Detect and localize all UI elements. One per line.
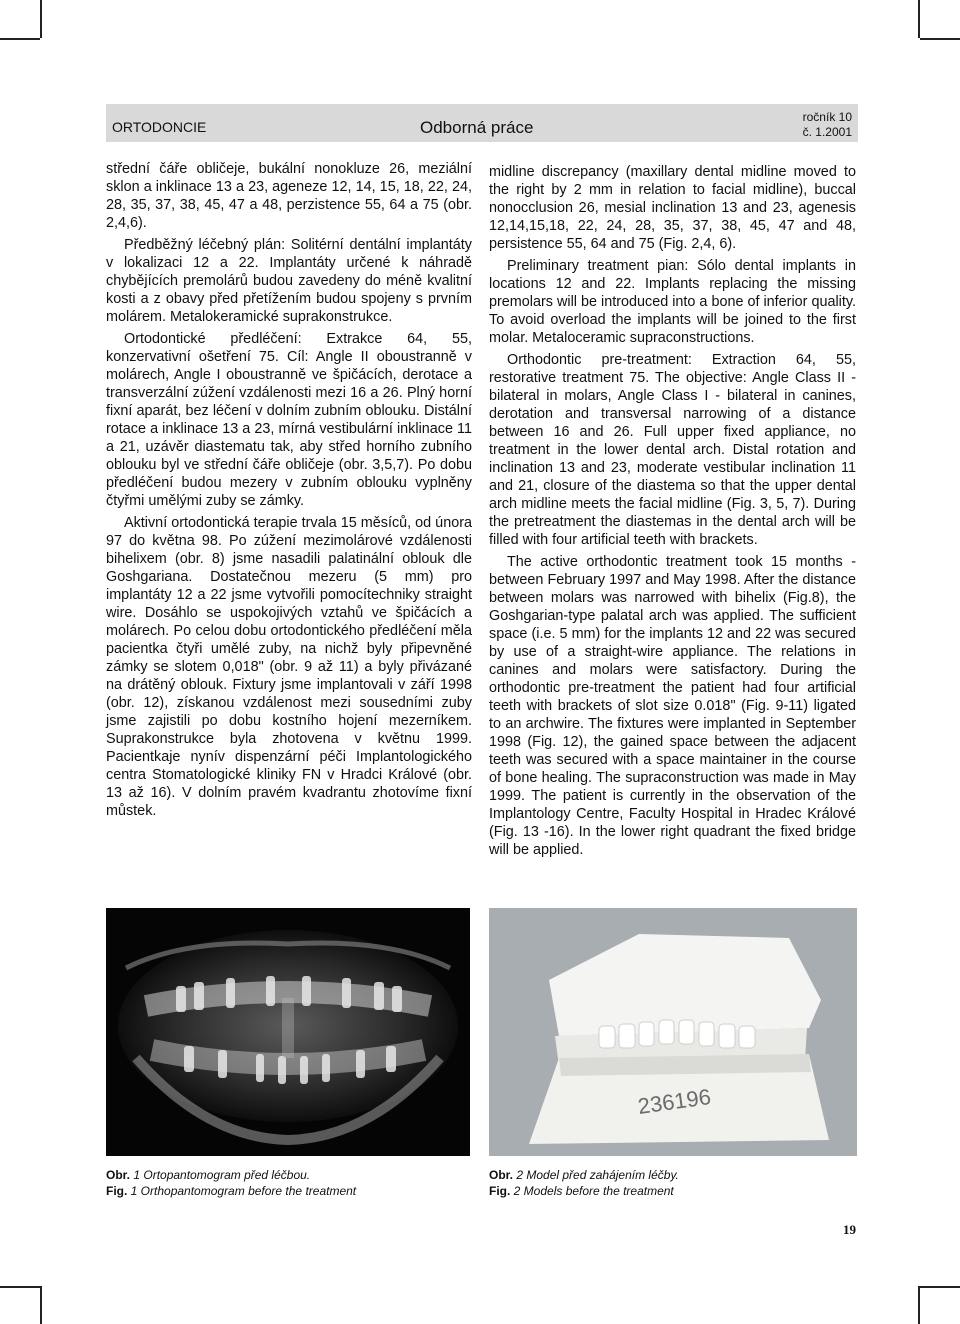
crop-mark-top-left-h: [0, 38, 40, 40]
czech-text-column: [106, 160, 472, 824]
crop-mark-top-right: [918, 0, 920, 38]
running-header: [106, 104, 858, 142]
caption-label: Obr.: [106, 1168, 131, 1182]
plaster-cast-illustration: [489, 908, 857, 1156]
volume-issue: [803, 110, 852, 140]
paragraph: midline discrepancy (maxillary dental midline moved to the right by 2 mm in relation to facial midline), buccal nonocclusion 26, mesial inclination 13 and 23, agenesis 12,14,15,18, 22, 24, 28, 35, 37, 38, 45, 47 and 48, persistence 55, 64 and 75 (Fig. 2,4, 6).: [489, 164, 856, 252]
figure-1-caption: [106, 1167, 470, 1199]
caption-label: Obr.: [489, 1168, 514, 1182]
crop-mark-top-right-h: [920, 38, 960, 40]
crop-mark-bottom-right: [918, 1286, 920, 1324]
caption-text: 2 Model před zahájením léčby.: [516, 1168, 679, 1182]
paragraph: The active orthodontic treatment took 15 months - between February 1997 and May 1998. After the distance between molars was narrowed with bihelix (Fig.8), the Goshgarian-type palatal arch was applied. The sufficient space (i.e. 5 mm) for the implants 12 and 22 was secured by use of a straight-wire appliance. The relations in canines and molars were satisfactory. During the orthodontic pre-treatment the patient had four artificial teeth with brackets of slot size 0.018" (Fig. 9-11) ligated to an archwire. The fixtures were implanted in September 1998 (Fig. 12), the gained space between the adjacent teeth was secured with a space maintainer in the course of bone healing. The supraconstruction was made in May 1999. The patient is currently in the observation of the Implantology Centre, Faculty Hospital in Hradec Králové (Fig. 13 -16). In the lower right quadrant the fixed bridge will be applied.: [489, 554, 856, 858]
cast-number: 236196: [636, 1083, 713, 1119]
caption-label: Fig.: [489, 1184, 511, 1198]
caption-text: 1 Orthopantomogram before the treatment: [130, 1184, 357, 1198]
paragraph: Orthodontic pre-treatment: Extraction 64, 55, restorative treatment 75. The objective: Angle Class II - bilateral in molars, Angle Class I - bilateral in canines, derotation and transversal narrowing of a distance between 16 and 26. Full upper fixed appliance, no treatment in the lower dental arch. Distal rotation and inclination 13 and 23, moderate vestibular inclination 11 and 21, closure of the diastema so that the upper dental arch midline meets the facial midline (Fig. 3, 5, 7). During the pretreatment the diastemas in the dental arch will be filled with four artificial teeth with brackets.: [489, 352, 856, 548]
paragraph: střední čáře obličeje, bukální nonokluze 26, meziální sklon a inklinace 13 a 23, ageneze 12, 14, 15, 18, 22, 24, 28, 35, 37, 38, 45, 47 a 48, perzistence 55, 64 a 75 (obr. 2,4,6).: [106, 161, 472, 231]
xray-illustration: [106, 908, 470, 1156]
caption-text: 2 Models before the treatment: [513, 1184, 674, 1198]
article-type: Odborná práce: [420, 118, 534, 137]
paragraph: Předběžný léčebný plán: Solitérní dentální implantáty v lokalizaci 12 a 22. Implantáty určené k náhradě chybějících premolárů budou zavedeny do méně kvalitní kosti a z obavy před přetížením budou spojeny s prvním molárem. Metalokeramické suprakonstrukce.: [106, 237, 472, 325]
crop-mark-bottom-left-h: [0, 1286, 40, 1288]
english-text-column: [489, 163, 856, 863]
crop-mark-top-left: [40, 0, 42, 38]
caption-label: Fig.: [106, 1184, 128, 1198]
dental-models-photo: [489, 908, 857, 1156]
figure-2-caption: [489, 1167, 857, 1199]
crop-mark-bottom-left: [40, 1286, 42, 1324]
paragraph: Preliminary treatment pian: Sólo dental implants in locations 12 and 22. Implants replacing the missing premolars will be introduced into a bone of inferior quality. To avoid overload the implants will be joined to the first molar. Metaloceramic supraconstructions.: [489, 258, 856, 346]
paragraph: Ortodontické předléčení: Extrakce 64, 55, konzervativní ošetření 75. Cíl: Angle II oboustranně v molárech, Angle I oboustranně ve špičácích, derotace a transverzální zúžení vzdálenosti mezi 16 a 26. Plný horní fixní aparát, bez léčení v dolním zubním oblouku. Distální rotace a inklinace 13 a 23, mírná vestibulární inklinace 11 a 21, uzávěr diastematu tak, aby střed horního zubního oblouku byl ve střední čáře obličeje (obr. 3,5,7). Po dobu předléčení budou mezery v zubním oblouku vyplněny čtyřmi umělými zuby se zámky.: [106, 331, 472, 509]
issue-label: č. 1.2001: [802, 125, 852, 139]
crop-mark-bottom-right-h: [920, 1286, 960, 1288]
caption-text: 1 Ortopantomogram před léčbou.: [133, 1168, 311, 1182]
paragraph: Aktivní ortodontická terapie trvala 15 měsíců, od února 97 do května 98. Po zúžení mezimolárové vzdálenosti bihelixem (obr. 8) jsme nasadili palatinální oblouk dle Goshgariana. Dostatečnou mezeru (5 mm) pro implantáty 12 a 22 jsme vytvořili pomocítechniky straight wire. Dosáhlo se uspokojivých vztahů ve špičácích a molárech. Po celou dobu ortodontického předléčení měla pacientka čtyři umělé zuby, na nichž byly připevněné zámky se slotem 0,018" (obr. 9 až 11) a byly přivázané na drátěný oblouk. Fixtury jsme implantovali v září 1998 (obr. 12), získanou vzdálenost mezi sousedními zuby jsme zajistili po dobu kostního hojení mezerníkem. Suprakonstrukce byla zhotovena v květnu 1999. Pacientkaje nynív dispenzární péči Implantologického centra Stomatologické kliniky FN v Hradci Králové (obr. 13 až 16). V dolním pravém kvadrantu zhotovíme fixní můstek.: [106, 515, 472, 819]
orthopantomogram-image: [106, 908, 470, 1156]
volume-label: ročník 10: [802, 110, 852, 124]
page-number: 19: [843, 1222, 856, 1237]
journal-section: ORTODONCIE: [112, 119, 207, 135]
